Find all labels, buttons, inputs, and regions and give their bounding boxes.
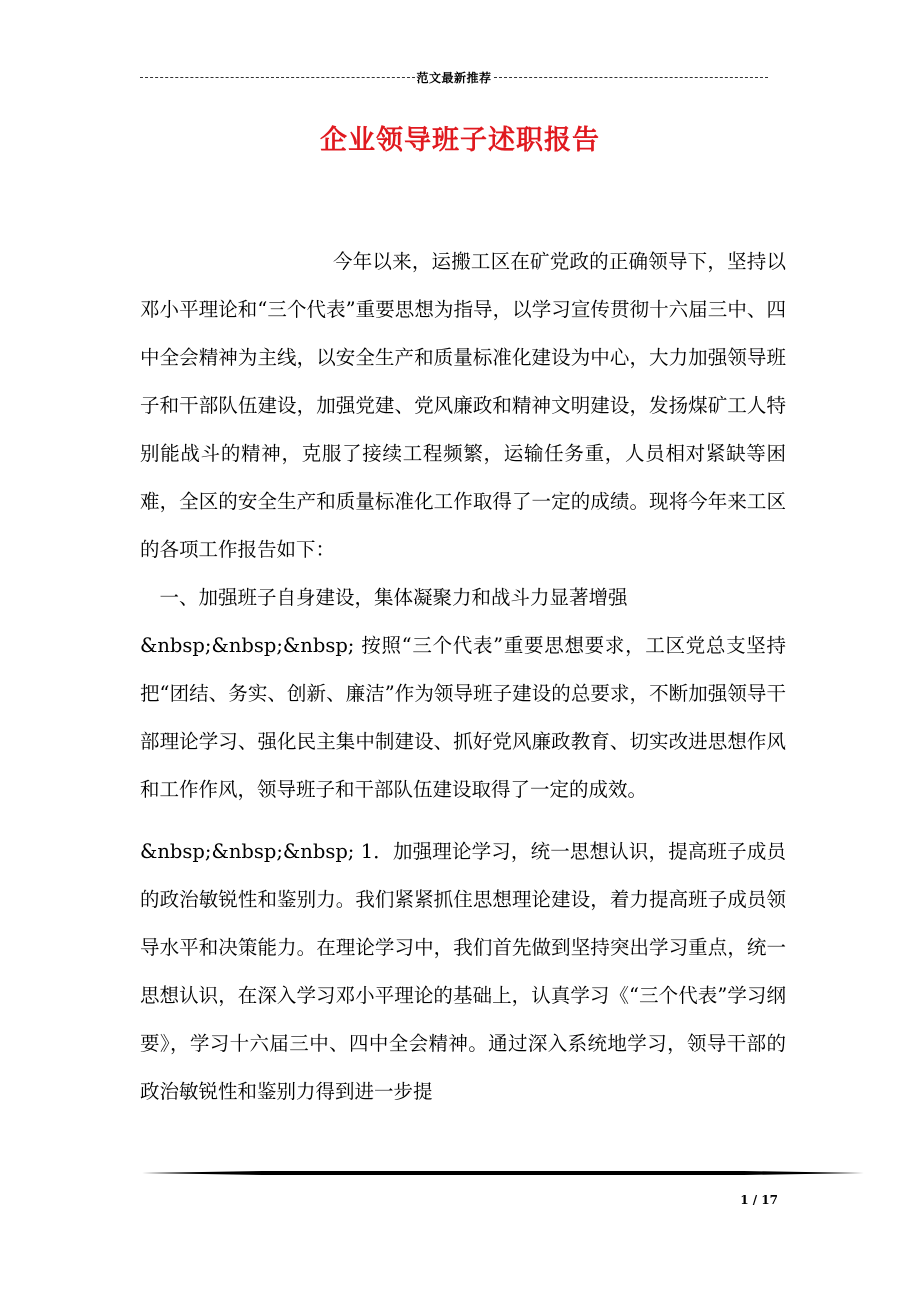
document-title: 企业领导班子述职报告 [320,125,600,156]
page-header [140,66,768,88]
page-indicator: 1 / 17 [740,1193,778,1207]
document-body [140,238,786,1116]
body-paragraph: &nbsp;&nbsp;&nbsp; 1．加强理论学习，统一思想认识，提高班子成员的政治敏锐性和鉴别力。我们紧紧抓住思想理论建设，着力提高班子成员领导水平和决策能力。在理论学习中，我们首先做到坚持突出学习重点，统一思想认识，在深入学习邓小平理论的基础上，认真学习《“三个代表”学习纲要》，学习十六届三中、四中全会精神。通过深入系统地学习，领导干部的政治敏锐性和鉴别力得到进一步提 [140,840,786,1103]
section-heading: 一、加强班子自身建设，集体凝聚力和战斗力显著增强 [159,586,628,609]
header-dashed-rule-left [140,77,415,78]
header-dashed-rule-right [494,77,769,78]
body-paragraph: &nbsp;&nbsp;&nbsp; 按照“三个代表”重要思想要求，工区党总支坚持把“团结、务实、创新、廉洁”作为领导班子建设的总要求，不断加强领导干部理论学习、强化民主集中制建设、抓好党风廉政教育、切实改进思想作风和工作作风，领导班子和干部队伍建设取得了一定的成效。 [140,634,786,801]
footer-rule [142,1166,864,1180]
header-label: 范文最新推荐 [416,70,492,85]
body-paragraph-intro: 今年以来，运搬工区在矿党政的正确领导下，坚持以邓小平理论和“三个代表”重要思想为指导，以学习宣传贯彻十六届三中、四中全会精神为主线，以安全生产和质量标准化建设为中心，大力加强领导班子和干部队伍建设，加强党建、党风廉政和精神文明建设，发扬煤矿工人特别能战斗的精神，克服了接续工程频繁，运输任务重，人员相对紧缺等困难，全区的安全生产和质量标准化工作取得了一定的成绩。现将今年来工区的各项工作报告如下： [140,250,786,561]
